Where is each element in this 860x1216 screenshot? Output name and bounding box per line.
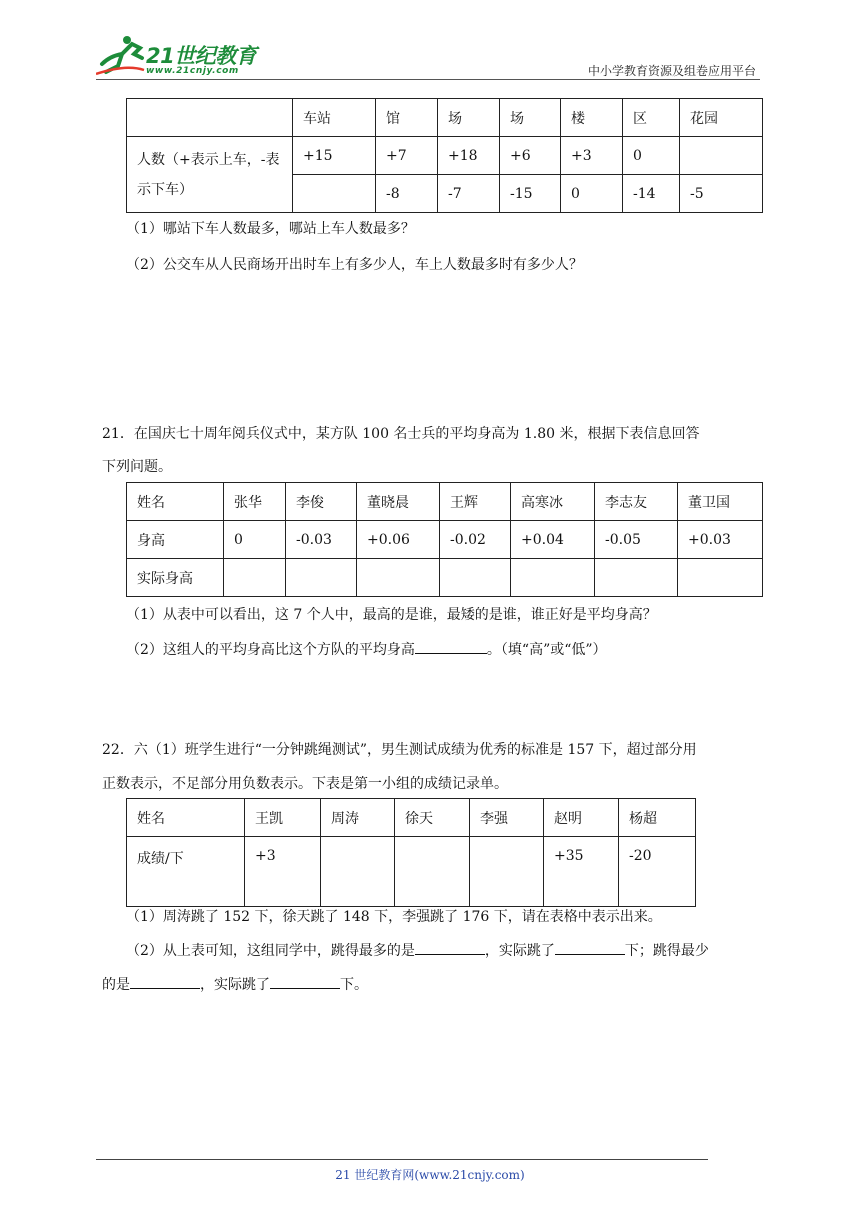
table-cell: 高寒冰 [511, 483, 595, 521]
answer-blank[interactable] [270, 974, 340, 989]
table-row [127, 137, 763, 175]
table-cell: 成绩/下 [127, 837, 245, 907]
table-cell: 李志友 [595, 483, 678, 521]
table-cell [293, 175, 376, 213]
q22-sub2-text-f: 下。 [340, 977, 368, 993]
q21-stem-line1: 21．在国庆七十周年阅兵仪式中，某方队 100 名士兵的平均身高为 1.80 米，根据下表信息回答 [102, 426, 700, 442]
table-row [127, 837, 696, 907]
table-cell: 姓名 [127, 799, 245, 837]
table-cell: -0.05 [595, 521, 678, 559]
table-cell: 姓名 [127, 483, 224, 521]
table-cell: -15 [500, 175, 561, 213]
logo-url: www.21cnjy.com [146, 66, 239, 76]
table-cell: 身高 [127, 521, 224, 559]
table-cell: 楼 [561, 99, 623, 137]
table-cell: 董晓晨 [357, 483, 440, 521]
table-row-label: 人数（+表示上车，-表示下车） [127, 137, 293, 213]
table-cell: +18 [438, 137, 500, 175]
q21-sub1: （1）从表中可以看出，这 7 个人中，最高的是谁，最矮的是谁，谁正好是平均身高？ [126, 607, 657, 623]
q20-sub2: （2）公交车从人民商场开出时车上有多少人，车上人数最多时有多少人？ [126, 257, 583, 273]
header-divider [96, 79, 760, 80]
table-cell: 周涛 [321, 799, 395, 837]
table-cell: 花园 [680, 99, 763, 137]
answer-cell[interactable] [595, 559, 678, 597]
table-row [127, 799, 696, 837]
table-cell [680, 137, 763, 175]
q21-sub2-text-a: （2）这组人的平均身高比这个方队的平均身高 [126, 642, 415, 658]
table-cell: +0.04 [511, 521, 595, 559]
q22-stem-line1: 22．六（1）班学生进行“一分钟跳绳测试”，男生测试成绩为优秀的标准是 157 下，超过部分用 [102, 742, 697, 758]
q20-sub1: （1）哪站下车人数最多，哪站上车人数最多？ [126, 221, 415, 237]
q22-stem-line2: 正数表示，不足部分用负数表示。下表是第一小组的成绩记录单。 [102, 776, 508, 792]
table-cell [127, 99, 293, 137]
footer-divider [96, 1159, 708, 1160]
table-cell: -14 [623, 175, 680, 213]
table-cell: 车站 [293, 99, 376, 137]
table-cell: -7 [438, 175, 500, 213]
table-cell: 场 [438, 99, 500, 137]
logo-text: 21世纪教育 [146, 44, 257, 68]
q21-sub2 [126, 639, 607, 659]
answer-cell[interactable] [224, 559, 286, 597]
table-row [127, 99, 763, 137]
table-cell: -8 [376, 175, 438, 213]
q22-sub1: （1）周涛跳了 152 下，徐天跳了 148 下，李强跳了 176 下，请在表格中表示出来。 [126, 909, 662, 925]
table-cell: 李强 [470, 799, 544, 837]
height-table [126, 482, 763, 597]
jump-rope-table [126, 798, 696, 907]
table-cell: 张华 [224, 483, 286, 521]
q21-stem-line2: 下列问题。 [102, 459, 172, 475]
table-cell: +3 [245, 837, 321, 907]
table-cell: -20 [619, 837, 696, 907]
table-cell: 王辉 [440, 483, 511, 521]
answer-cell[interactable] [321, 837, 395, 907]
footer-link[interactable]: 21 世纪教育网(www.21cnjy.com) [335, 1168, 525, 1182]
table-cell: -0.02 [440, 521, 511, 559]
answer-blank[interactable] [415, 940, 485, 955]
table-row [127, 521, 763, 559]
answer-blank[interactable] [130, 974, 200, 989]
bus-passenger-table [126, 98, 763, 213]
table-cell: +6 [500, 137, 561, 175]
table-cell: +15 [293, 137, 376, 175]
q22-sub2-line1 [126, 940, 709, 960]
table-cell: 0 [623, 137, 680, 175]
table-cell: -0.03 [286, 521, 357, 559]
answer-cell[interactable] [678, 559, 763, 597]
table-cell: 0 [561, 175, 623, 213]
table-cell: +7 [376, 137, 438, 175]
table-cell: -5 [680, 175, 763, 213]
answer-blank[interactable] [415, 639, 487, 654]
q22-sub2-text-c: 下；跳得最少 [624, 943, 709, 959]
table-cell: 0 [224, 521, 286, 559]
table-cell: 徐天 [395, 799, 470, 837]
table-cell: +0.06 [357, 521, 440, 559]
answer-cell[interactable] [511, 559, 595, 597]
answer-cell[interactable] [286, 559, 357, 597]
answer-blank[interactable] [555, 940, 625, 955]
table-row [127, 559, 763, 597]
table-cell: 董卫国 [678, 483, 763, 521]
table-cell: 区 [623, 99, 680, 137]
q22-sub2-text-a: （2）从上表可知，这组同学中，跳得最多的是 [126, 943, 415, 959]
q22-sub2-text-b: ，实际跳了 [484, 943, 555, 959]
q22-sub2-line2 [102, 974, 368, 994]
table-cell: 杨超 [619, 799, 696, 837]
answer-cell[interactable] [395, 837, 470, 907]
table-cell: 馆 [376, 99, 438, 137]
answer-cell[interactable] [357, 559, 440, 597]
q22-sub2-text-d: 的是 [102, 977, 130, 993]
table-cell: 王凯 [245, 799, 321, 837]
q21-sub2-text-b: 。（填“高”或“低”） [486, 642, 607, 658]
table-cell: 李俊 [286, 483, 357, 521]
q22-sub2-text-e: ，实际跳了 [200, 977, 270, 993]
answer-cell[interactable] [440, 559, 511, 597]
table-row [127, 483, 763, 521]
header-platform-text: 中小学教育资源及组卷应用平台 [587, 64, 756, 78]
table-cell: +35 [544, 837, 619, 907]
table-cell: 赵明 [544, 799, 619, 837]
table-cell: 实际身高 [127, 559, 224, 597]
table-cell: +3 [561, 137, 623, 175]
answer-cell[interactable] [470, 837, 544, 907]
table-cell: 场 [500, 99, 561, 137]
table-cell: +0.03 [678, 521, 763, 559]
